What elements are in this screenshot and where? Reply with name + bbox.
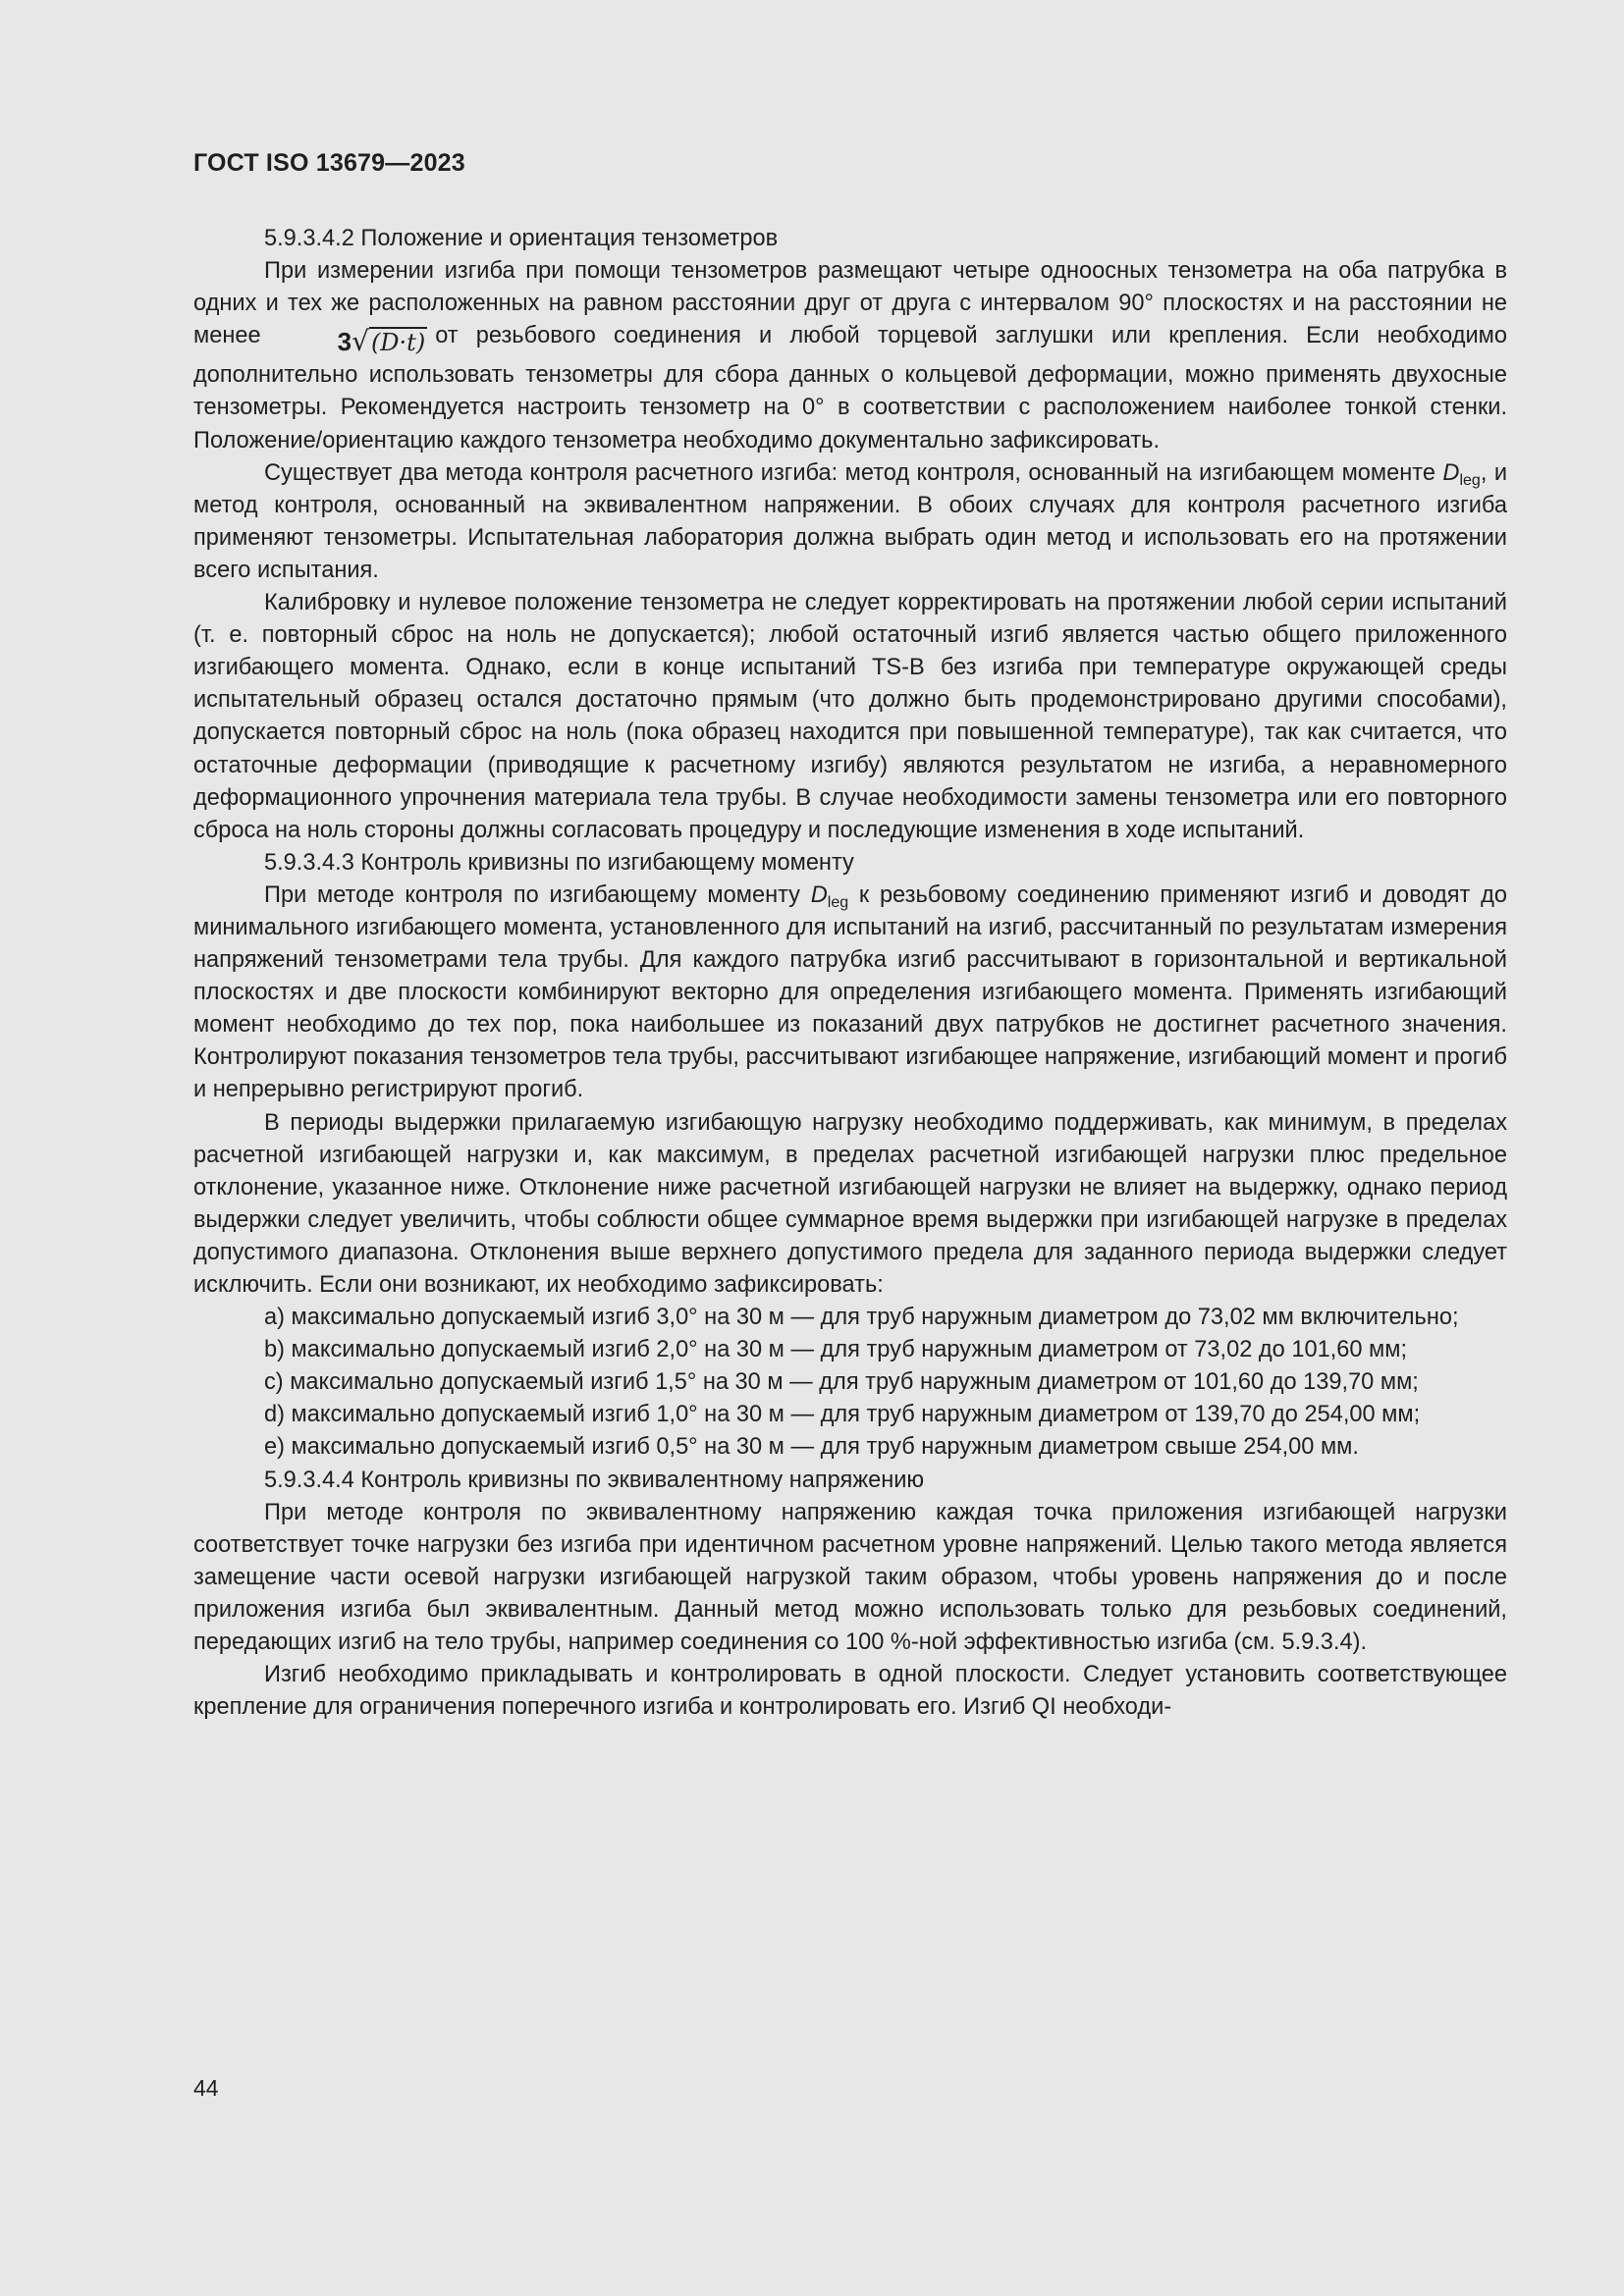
- paragraph-text: , и метод контроля, основанный на эквивалентном напряжении. В обоих случаях для контроля расчетного изгиба применяют тензометры. Испытательная лаборатория должна выбрать один метод и использовать его на протяжении всего испытания.: [193, 459, 1507, 583]
- standard-header: ГОСТ ISO 13679—2023: [193, 149, 465, 177]
- document-body: [193, 223, 1507, 1724]
- formula-coefficient: 3: [337, 327, 352, 357]
- paragraph-text: от резьбового соединения и любой торцевой заглушки или крепления. Если необходимо дополнительно использовать тензометры для сбора данных о кольцевой деформации, можно применять двухосные тензометры. Рекомендуется настроить тензометр на 0° в соответствии с расположением наиболее тонкой стенки. Положение/ориентацию каждого тензометра необходимо документально зафиксировать.: [193, 323, 1507, 454]
- variable-d: D: [1442, 459, 1460, 486]
- formula-min-distance: [267, 325, 428, 359]
- paragraph-text: При методе контроля по изгибающему моменту: [264, 881, 800, 908]
- section-heading-5-9-3-4-4: 5.9.3.4.4 Контроль кривизны по эквивалентному напряжению: [264, 1467, 925, 1493]
- paragraph-calibration: Калибровку и нулевое положение тензометра не следует корректировать на протяжении любой серии испытаний (т. е. повторный сброс на ноль не допускается); любой остаточный изгиб является частью общего приложенного изгибающего момента. Однако, если в конце испытаний TS-B без изгиба при температуре окружающей среды испытательный образец остался достаточно прямым (что должно быть продемонстрировано другими способами), допускается повторный сброс на ноль (пока образец находится при повышенной температуре), так как считается, что остаточные деформации (приводящие к расчетному изгибу) являются результатом не изгиба, а неравномерного деформационного упрочнения материала тела трубы. В случае необходимости замены тензометра или его повторного сброса на ноль стороны должны согласовать процедуру и последующие изменения в ходе испытаний.: [193, 590, 1507, 843]
- paragraph-strain-gauge-placement: [193, 255, 1507, 457]
- paragraph-bending-plane: Изгиб необходимо прикладывать и контролировать в одной плоскости. Следует установить соответствующее крепление для ограничения поперечного изгиба и контролировать его. Изгиб QI необходи-: [193, 1662, 1507, 1721]
- paragraph-text: При измерении изгиба при помощи тензометров размещают четыре одноосных тензометра на оба патрубка в одних и тех же расположенных на равном расстоянии друг от друга с интервалом 90° плоскостях и на расстоянии не менее: [193, 258, 1507, 349]
- paragraph-text: Существует два метода контроля расчетного изгиба: метод контроля, основанный на изгибающем моменте: [264, 459, 1435, 486]
- paragraph-hold-periods: В периоды выдержки прилагаемую изгибающую нагрузку необходимо поддерживать, как минимум, в пределах расчетной изгибающей нагрузки и, как максимум, в пределах расчетной изгибающей нагрузки плюс предельное отклонение, указанное ниже. Отклонение ниже расчетной изгибающей нагрузки не влияет на выдержку, однако период выдержки следует увеличить, чтобы соблюсти общее суммарное время выдержки при изгибающей нагрузке в пределах допустимого диапазона. Отклонения выше верхнего допустимого предела для заданного периода выдержки следует исключить. Если они возникают, их необходимо зафиксировать:: [193, 1109, 1507, 1298]
- paragraph-control-methods: [193, 457, 1507, 587]
- page-number: 44: [193, 2075, 219, 2101]
- list-item-c: c) максимально допускаемый изгиб 1,5° на 30 м — для труб наружным диаметром от 101,60 до 139,70 мм;: [264, 1369, 1419, 1396]
- variable-d: D: [810, 881, 828, 908]
- variable-subscript: leg: [827, 893, 849, 911]
- paragraph-equivalent-stress-method: При методе контроля по эквивалентному напряжению каждая точка приложения изгибающей нагрузки соответствует точке нагрузки без изгиба при идентичном расчетном уровне напряжений. Целью такого метода является замещение части осевой нагрузки изгибающей нагрузкой таким образом, чтобы уровень напряжения до и после приложения изгиба был эквивалентным. Данный метод можно использовать только для резьбовых соединений, передающих изгиб на тело трубы, например соединения со 100 %-ной эффективностью изгиба (см. 5.9.3.4).: [193, 1499, 1507, 1656]
- list-item-d: d) максимально допускаемый изгиб 1,0° на 30 м — для труб наружным диаметром от 139,70 до 254,00 мм;: [264, 1402, 1421, 1428]
- paragraph-text: к резьбовому соединению применяют изгиб и доводят до минимального изгибающего момента, установленного для испытаний на изгиб, рассчитанный по результатам измерения напряжений тензометрами тела трубы. Для каждого патрубка изгиб рассчитывают в горизонтальной и вертикальной плоскостях и две плоскости комбинируют векторно для определения изгибающего момента. Применять изгибающий момент необходимо до тех пор, пока наибольшее из показаний двух патрубков не достигнет расчетного значения. Контролируют показания тензометров тела трубы, рассчитывают изгибающее напряжение, изгибающий момент и прогиб и непрерывно регистрируют прогиб.: [193, 881, 1507, 1103]
- formula-radicand: (D·t): [370, 329, 426, 357]
- list-item-b: b) максимально допускаемый изгиб 2,0° на 30 м — для труб наружным диаметром от 73,02 до 101,60 мм;: [264, 1337, 1408, 1363]
- list-item-e: e) максимально допускаемый изгиб 0,5° на 30 м — для труб наружным диаметром свыше 254,00 мм.: [264, 1434, 1359, 1461]
- sqrt-symbol: √: [352, 325, 369, 358]
- section-heading-5-9-3-4-2: 5.9.3.4.2 Положение и ориентация тензометров: [264, 226, 779, 251]
- variable-subscript: leg: [1459, 471, 1481, 489]
- list-item-a: a) максимально допускаемый изгиб 3,0° на 30 м — для труб наружным диаметром до 73,02 мм включительно;: [264, 1305, 1459, 1331]
- section-heading-5-9-3-4-3: 5.9.3.4.3 Контроль кривизны по изгибающему моменту: [264, 849, 854, 876]
- paragraph-bending-moment-method: [193, 880, 1507, 1107]
